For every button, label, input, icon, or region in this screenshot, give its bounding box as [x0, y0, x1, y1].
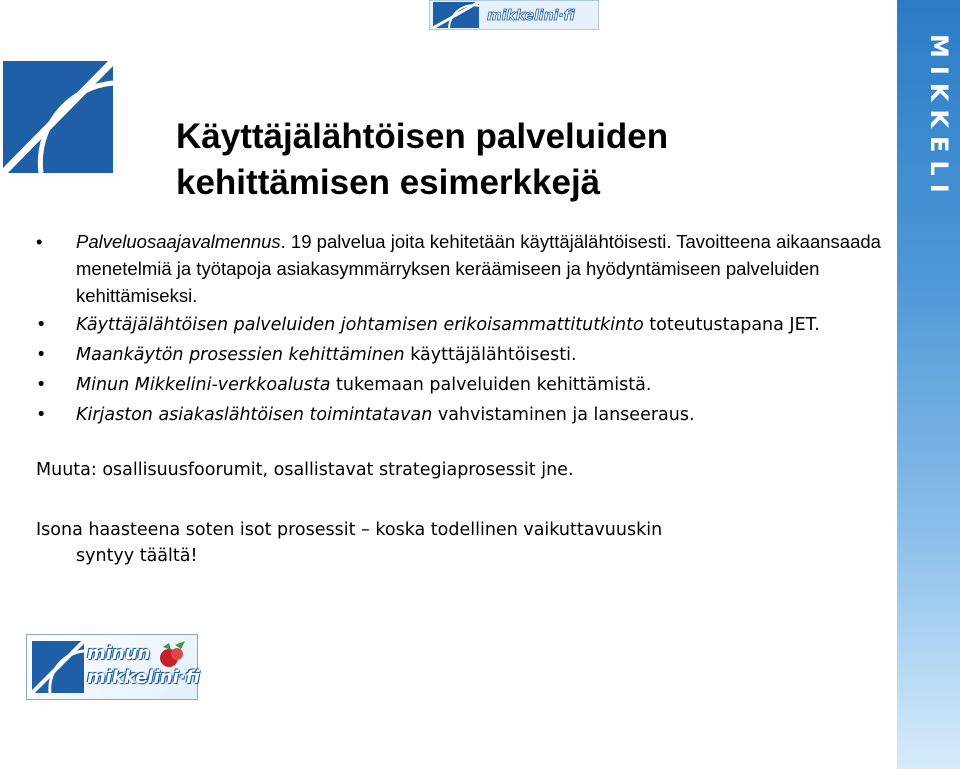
bottom-logo-word-1: minun [87, 643, 151, 664]
minun-mikkelini-logo-top [429, 0, 599, 30]
list-item-emphasis: Minun Mikkelini-verkkoalusta [76, 375, 331, 395]
minun-mikkelini-logo-bottom [26, 634, 198, 700]
isona-line-2: syntyy täältä! [76, 546, 198, 566]
logo-emblem-icon [32, 641, 84, 693]
list-item-text: tukemaan palveluiden kehittämistä. [330, 375, 652, 395]
list-item [36, 372, 896, 399]
list-item-emphasis: Maankäytön prosessien kehittäminen [76, 345, 405, 365]
bullet-icon: • [36, 315, 47, 335]
list-item-emphasis: Kirjaston asiakaslähtöisen toimintatavan [76, 405, 433, 425]
logo-emblem-icon [429, 0, 599, 30]
bullet-icon: • [36, 231, 43, 252]
list-item-text: käyttäjälähtöisesti. [404, 345, 577, 365]
bullet-icon: • [36, 375, 47, 395]
title-line-2: kehittämisen esimerkkejä [176, 163, 601, 202]
list-item [36, 228, 896, 309]
list-item [36, 312, 896, 339]
list-item-emphasis: Palveluosaajavalmennus [76, 231, 281, 252]
list-item [36, 402, 896, 429]
muuta-paragraph: Muuta: osallisuusfoorumit, osallistavat strategiaprosessit jne. [36, 460, 574, 480]
bullet-icon: • [36, 405, 47, 425]
mikkeli-side-banner [897, 0, 960, 769]
isona-line-1: Isona haasteena soten isot prosessit – koska todellinen vaikuttavuuskin [36, 520, 663, 540]
list-item [36, 342, 896, 369]
isona-paragraph [36, 517, 896, 569]
mikkeli-brand-text: MIKKELI [925, 34, 953, 201]
bullet-icon: • [36, 345, 47, 365]
list-item-emphasis: Käyttäjälähtöisen palveluiden johtamisen erikoisammattitutkinto [76, 315, 644, 335]
content-body [36, 228, 896, 569]
corner-emblem-icon [3, 61, 113, 173]
list-item-text: toteutustapana JET. [643, 315, 820, 335]
example-list [36, 228, 896, 429]
bottom-logo-word-2: mikkelini·fi [87, 667, 200, 688]
list-item-text: vahvistaminen ja lanseeraus. [432, 405, 695, 425]
list-item-text: . 19 palvelua joita kehitetään käyttäjälähtöisesti. Tavoitteena aikaansaada menetelmiä ja työtapoja asiakasymmärryksen keräämiseen ja hyödyntämiseen palveluiden kehittämiseksi. [76, 231, 881, 306]
top-logo-text: mikkelini·fi [487, 8, 575, 24]
title-line-1: Käyttäjälähtöisen palveluiden [176, 117, 669, 156]
page-title [176, 114, 876, 206]
